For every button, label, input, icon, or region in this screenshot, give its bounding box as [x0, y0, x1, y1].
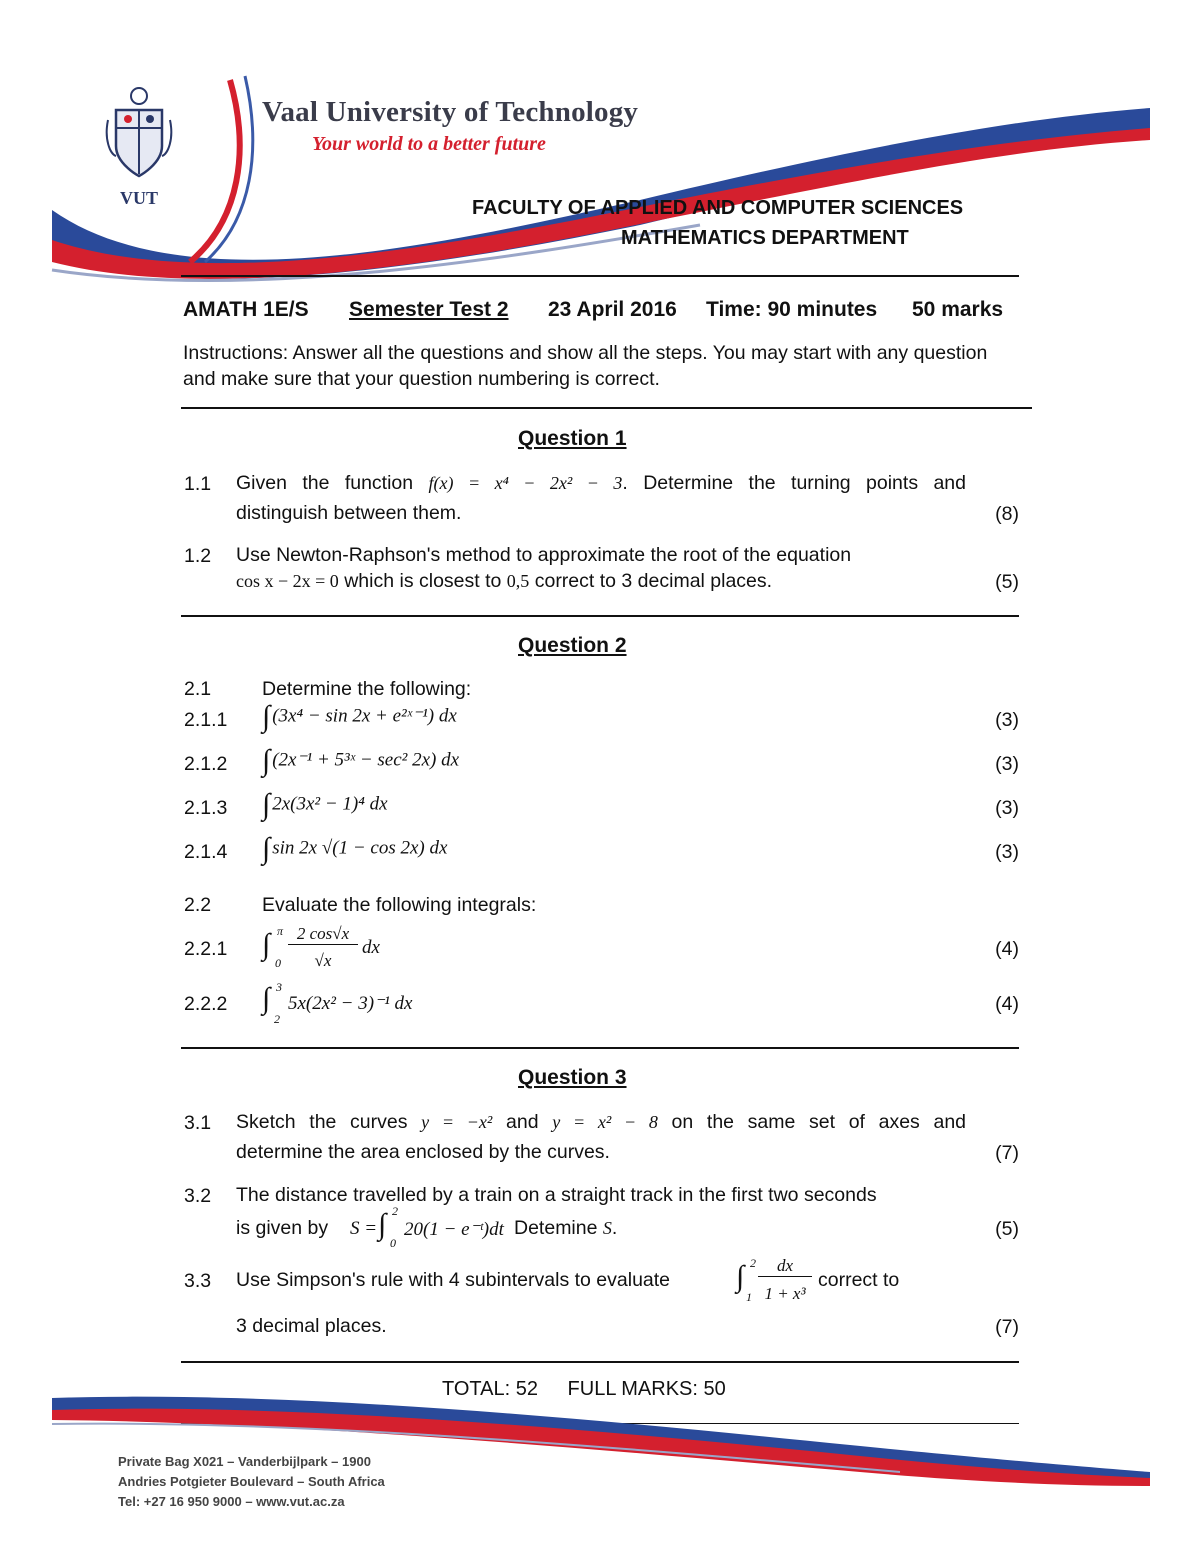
test-date: 23 April 2016	[548, 298, 677, 321]
q2-2-1-number: 2.2.1	[184, 938, 228, 960]
q1-2-number: 1.2	[184, 545, 212, 567]
q2-2-1-dx: dx	[362, 937, 380, 958]
footer-address-1: Private Bag X021 – Vanderbijlpark – 1900	[118, 1454, 371, 1469]
q2-2-text: Evaluate the following integrals:	[262, 894, 537, 916]
university-tagline: Your world to a better future	[312, 133, 546, 155]
full-marks: FULL MARKS: 50	[567, 1378, 726, 1400]
test-time: Time: 90 minutes	[706, 298, 878, 321]
q3-2-number: 3.2	[184, 1185, 212, 1207]
q1-1-math: f(x) = x⁴ − 2x² − 3	[428, 473, 623, 493]
q3-2-text-b: is given by	[236, 1217, 329, 1239]
footer-contact: Tel: +27 16 950 9000 – www.vut.ac.za	[118, 1494, 345, 1509]
q3-1-text-b: and	[506, 1111, 539, 1133]
q2-2-2-marks: (4)	[995, 993, 1019, 1015]
q1-2-text-a: Use Newton-Raphson's method to approximate the root of the equation	[236, 544, 852, 566]
question-1-title: Question 1	[518, 427, 627, 450]
q2-2-2-number: 2.2.2	[184, 993, 228, 1015]
q2-1-4-expression	[262, 832, 447, 866]
university-name: Vaal University of Technology	[262, 96, 639, 128]
q2-1-3-marks: (3)	[995, 797, 1019, 819]
q1-1-text-c: distinguish between them.	[236, 502, 462, 524]
q3-2-math-s: S	[602, 1218, 612, 1238]
test-marks: 50 marks	[912, 298, 1004, 321]
test-name: Semester Test 2	[349, 298, 509, 321]
q2-2-2-upper-limit: 3	[276, 980, 282, 994]
integral-icon: ∫	[262, 832, 271, 865]
q3-3-denominator: 1 + x³	[764, 1284, 806, 1303]
q3-2-expression	[350, 1204, 520, 1252]
q3-2-marks: (5)	[995, 1218, 1019, 1240]
q3-3-lower-limit: 1	[746, 1290, 752, 1304]
total-score: TOTAL: 52	[442, 1378, 538, 1400]
divider	[181, 407, 1032, 409]
q3-2-text	[514, 1214, 617, 1243]
q3-3-text-b: correct to	[818, 1269, 900, 1291]
q2-1-1-expression	[262, 700, 457, 734]
q2-2-number: 2.2	[184, 894, 212, 916]
q2-1-2-expr: (2x⁻¹ + 5³ˣ − sec² 2x) dx	[272, 749, 460, 771]
q3-1-marks: (7)	[995, 1142, 1019, 1164]
q3-1-math-2: y = x² − 8	[552, 1112, 658, 1132]
department-title: MATHEMATICS DEPARTMENT	[621, 227, 909, 249]
q2-2-1-denominator: √x	[314, 951, 332, 970]
integral-icon: ∫	[262, 744, 271, 777]
q2-2-1-upper-limit: π	[277, 924, 284, 938]
integral-icon: ∫	[262, 982, 271, 1015]
q3-1-math-1: y = −x²	[421, 1112, 493, 1132]
q3-3-numerator: dx	[758, 1256, 812, 1277]
divider	[181, 275, 1019, 277]
q2-1-3-expression	[262, 788, 388, 822]
divider	[181, 615, 1019, 617]
q3-3-text-c: 3 decimal places.	[236, 1315, 387, 1337]
q1-2-text-c: correct to 3 decimal places.	[534, 570, 773, 592]
instructions: Instructions: Answer all the questions and show all the steps. You may start with any question and make sure that your question numbering is correct.	[183, 342, 988, 390]
q2-1-3-expr: 2x(3x² − 1)⁴ dx	[272, 793, 388, 815]
q2-1-1-expr: (3x⁴ − sin 2x + e²ˣ⁻¹) dx	[272, 705, 457, 727]
university-crest-icon	[104, 84, 174, 184]
integral-icon: ∫	[378, 1208, 387, 1241]
q2-1-text: Determine the following:	[262, 678, 472, 700]
q2-2-2-expr: 5x(2x² − 3)⁻¹ dx	[288, 993, 413, 1014]
q1-1-number: 1.1	[184, 473, 212, 495]
q2-1-number: 2.1	[184, 678, 212, 700]
q1-1-text	[236, 469, 966, 498]
q2-1-1-number: 2.1.1	[184, 709, 228, 731]
q1-2-marks: (5)	[995, 571, 1019, 593]
q2-2-2-lower-limit: 2	[274, 1012, 280, 1026]
integral-icon: ∫	[262, 788, 271, 821]
q3-2-lhs: S =	[350, 1218, 378, 1239]
q1-2-math-2: 0,5	[506, 571, 530, 591]
footer-address-2: Andries Potgieter Boulevard – South Africa	[118, 1474, 385, 1489]
q2-1-4-expr: sin 2x √(1 − cos 2x) dx	[272, 837, 448, 859]
q2-1-4-marks: (3)	[995, 841, 1019, 863]
q1-2-math-1: cos x − 2x = 0	[236, 571, 339, 591]
q2-1-2-expression	[262, 744, 459, 778]
q3-2-text-d: .	[611, 1217, 618, 1239]
q3-2-upper-limit: 2	[392, 1204, 398, 1218]
q3-2-text-c: Detemine	[514, 1217, 598, 1239]
q2-1-1-marks: (3)	[995, 709, 1019, 731]
q3-1-text-d: determine the area enclosed by the curves.	[236, 1141, 610, 1163]
q3-3-marks: (7)	[995, 1316, 1019, 1338]
q3-1-number: 3.1	[184, 1112, 212, 1134]
q2-2-1-lower-limit: 0	[275, 956, 281, 970]
divider	[181, 1047, 1019, 1049]
q3-3-expression	[736, 1256, 816, 1308]
integral-icon: ∫	[736, 1260, 745, 1293]
integral-icon: ∫	[262, 700, 271, 733]
integral-icon: ∫	[262, 928, 271, 961]
faculty-title: FACULTY OF APPLIED AND COMPUTER SCIENCES	[472, 197, 964, 219]
q2-2-1-marks: (4)	[995, 938, 1019, 960]
question-3-title: Question 3	[518, 1066, 627, 1089]
q1-1-text-a: Given the function	[236, 472, 414, 494]
header-swoosh	[0, 0, 1200, 300]
divider	[181, 1361, 1019, 1363]
q3-2-integrand: 20(1 − e⁻ᵗ)dt	[404, 1219, 504, 1240]
q3-2-text-a: The distance travelled by a train on a straight track in the first two seconds	[236, 1184, 877, 1206]
q1-1-marks: (8)	[995, 503, 1019, 525]
q2-1-2-marks: (3)	[995, 753, 1019, 775]
crest-label: VUT	[120, 188, 159, 208]
q1-1-text-b: . Determine the turning points and	[622, 472, 966, 494]
q2-2-1-numerator: 2 cos√x	[288, 924, 358, 945]
q3-3-number: 3.3	[184, 1270, 212, 1292]
q3-3-text-a: Use Simpson's rule with 4 subintervals to evaluate	[236, 1269, 671, 1291]
q3-1-text-a: Sketch the curves	[236, 1111, 408, 1133]
q1-2-text-b: which is closest to	[344, 570, 502, 592]
q1-2-text	[236, 567, 772, 596]
question-2-title: Question 2	[518, 634, 627, 657]
q3-2-lower-limit: 0	[390, 1236, 396, 1250]
q3-3-upper-limit: 2	[750, 1256, 756, 1270]
q3-1-text	[236, 1108, 966, 1137]
q2-1-4-number: 2.1.4	[184, 841, 228, 863]
q2-1-3-number: 2.1.3	[184, 797, 228, 819]
q2-1-2-number: 2.1.2	[184, 753, 228, 775]
q3-1-text-c: on the same set of axes and	[671, 1111, 967, 1133]
course-code: AMATH 1E/S	[183, 298, 309, 321]
